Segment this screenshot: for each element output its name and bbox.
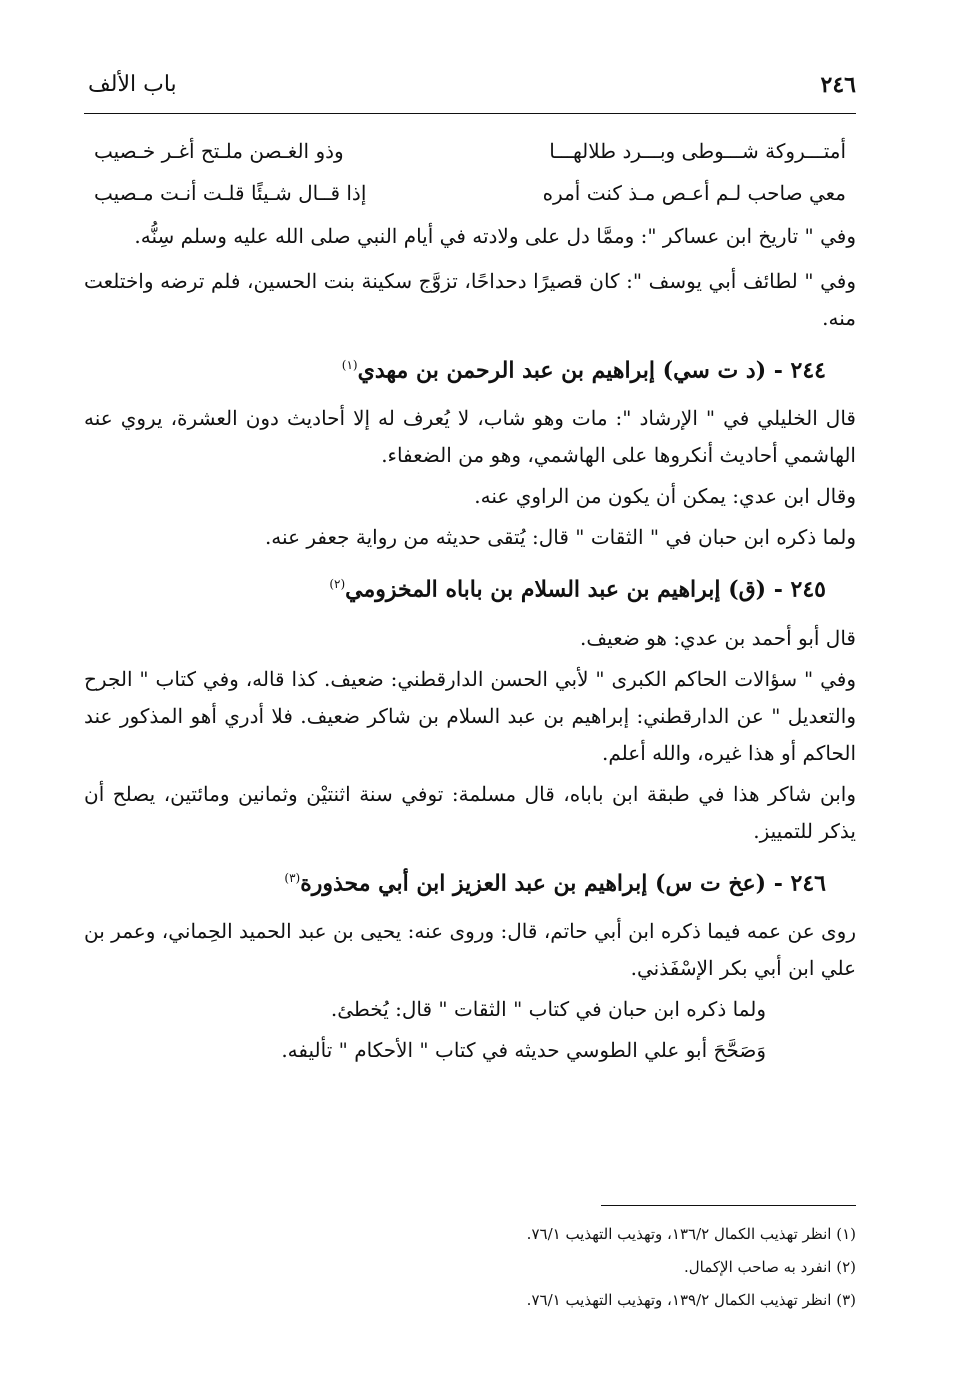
footnote-ref[interactable]: (١) <box>341 358 358 372</box>
entry-heading <box>84 564 826 609</box>
verse-second-hemistich: إذا قــال شـيئًا قلـت أنـت مـصيب <box>94 181 367 205</box>
paragraph: روى عن عمه فيما ذكره ابن أبي حاتم، قال: وروى عنه: يحيى بن عبد الحميد الحِماني، وعمر بن علي ابن أبي بكر الإسْفَذني. <box>84 918 856 980</box>
page-header <box>84 72 856 106</box>
footnote-ref[interactable]: (٣) <box>284 870 301 885</box>
paragraph: وقال ابن عدي: يمكن أن يكون من الراوي عنه. <box>474 484 856 509</box>
paragraph: وفي " تاريخ ابن عساكر ": وممَّا دل على ولادته في أيام النبي صلى الله عليه وسلم سِنُّه. <box>134 224 856 248</box>
paragraph: وابن شاكر هذا في طبقة ابن باباه، قال مسلمة: توفي سنة اثنتيْن وثمانين ومائتين، يصلح أن يذكر للتمييز. <box>84 781 856 843</box>
verse-line <box>84 172 856 214</box>
paragraph: ولما ذكره ابن حبان في " الثقات " قال: يُتقى حديثه من رواية جعفر عنه. <box>264 525 856 550</box>
paragraph: وَصَحَّحَ أبو علي الطوسي حديثه في كتاب " الأحكام " تأليفه. <box>281 1037 766 1062</box>
paragraph: وفي " لطائف أبي يوسف ": كان قصيرًا دحداحًا، تزوَّج سكينة بنت الحسين، فلم ترضه واختلعت منه. <box>84 269 856 330</box>
paragraph: قال أبو أحمد بن عدي: هو ضعيف. <box>580 625 856 650</box>
paragraph: قال الخليلي في " الإرشاد ": مات وهو شاب، لا يُعرف له إلا أحاديث دون العشرة، يروي عنه الهاشمي أحاديث أنكروها على الهاشمي، وهو من الضعفاء. <box>84 406 856 468</box>
paragraph: وفي " سؤالات الحاكم الكبرى " لأبي الحسن الدارقطني: ضعيف. كذا قاله، وفي كتاب " الجرح والتعديل " عن الدارقطني: إبراهيم بن عبد السلام بن شاكر ضعيف. فلا أدري أهو المذكور عند الحاكم أو هذا غيره، والله أعلم. <box>84 666 856 765</box>
entry-heading <box>84 858 826 903</box>
entry-heading <box>84 345 826 390</box>
entry-heading-text: ٢٤٥ - (ق) إبراهيم بن عبد السلام بن باباه المخزومي <box>345 576 826 603</box>
main-text <box>84 130 856 1073</box>
footnotes <box>96 1218 856 1317</box>
footnote-rule <box>601 1205 856 1206</box>
running-title: باب الألف <box>88 72 177 97</box>
page-number: ٢٤٦ <box>820 72 856 98</box>
footnote: (٣) انظر تهذيب الكمال ١٣٩/٢، وتهذيب التهذيب ٧٦/١. <box>526 1291 856 1309</box>
verse-line <box>84 130 856 172</box>
header-rule <box>84 113 856 114</box>
entry-heading-text: ٢٤٦ - (عخ ت س) إبراهيم بن عبد العزيز ابن أبي محذورة <box>300 869 826 896</box>
footnote: (٢) انفرد به صاحب الإكمال. <box>683 1258 856 1276</box>
verse-second-hemistich: وذو الغـصن ملـتح أغـر خـصيب <box>94 139 344 163</box>
paragraph: ولما ذكره ابن حبان في كتاب " الثقات " قال: يُخطئ. <box>330 996 766 1021</box>
verse-first-hemistich: أمتـــروكة شـــوطى وبـــرد طلالهـــا <box>549 139 846 163</box>
footnote-ref[interactable]: (٢) <box>329 577 346 592</box>
footnote: (١) انظر تهذيب الكمال ١٣٦/٢، وتهذيب التهذيب ٧٦/١. <box>526 1225 856 1243</box>
verse-first-hemistich: معي صاحب لـم أعـص مـذ كنت أمره <box>542 181 846 205</box>
entry-heading-text: ٢٤٤ - (د ت سي) إبراهيم بن عبد الرحمن بن مهدي <box>357 357 826 384</box>
